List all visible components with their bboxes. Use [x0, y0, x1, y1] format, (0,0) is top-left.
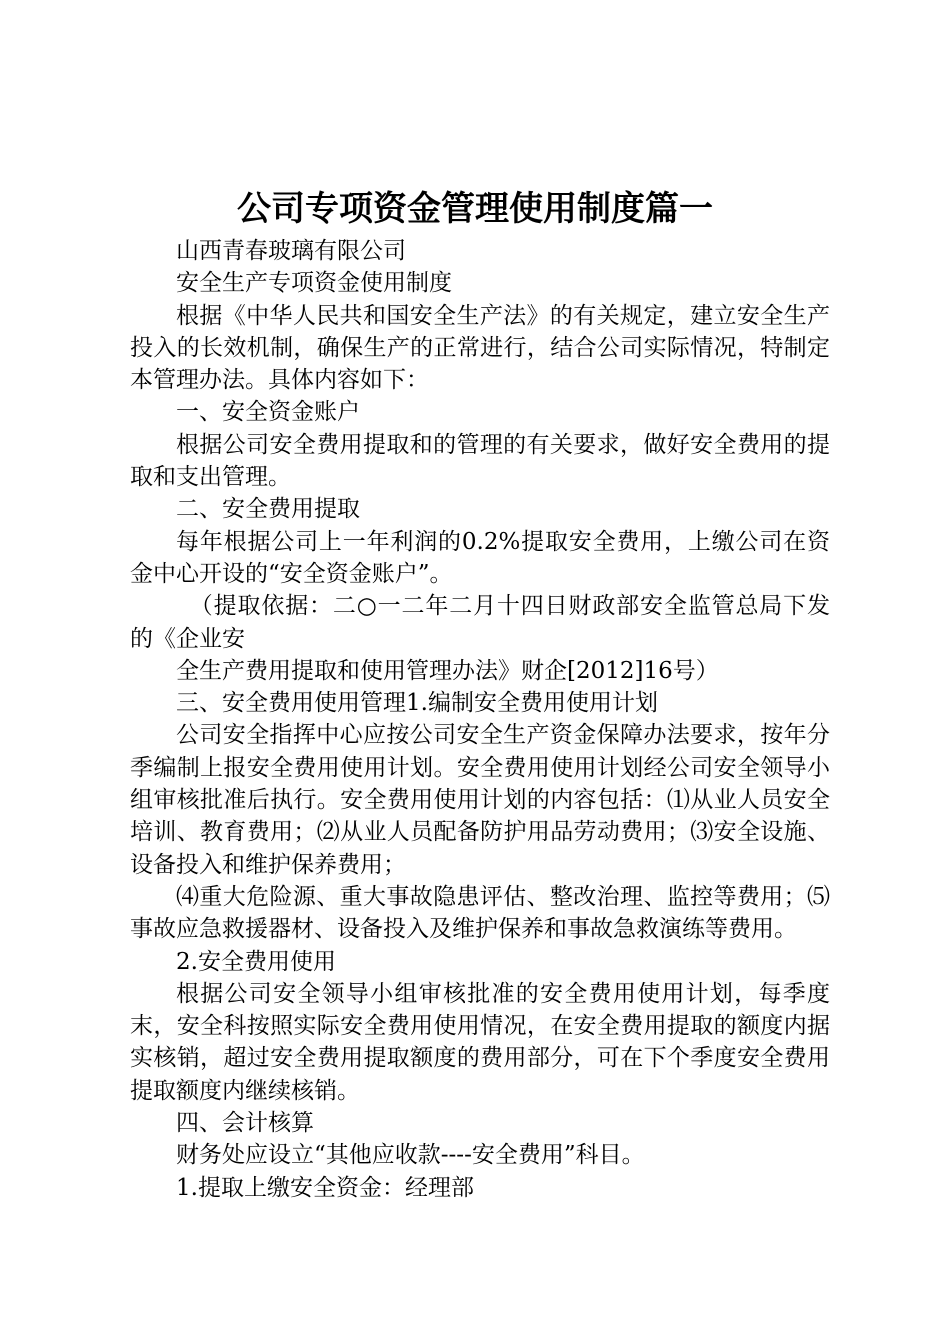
section-heading-3: 三、安全费用使用管理1.编制安全费用使用计划: [176, 690, 658, 717]
section-heading-4: 四、会计核算: [176, 1110, 314, 1137]
paragraph-accounting: 财务处应设立“其他应收款----安全费用”科目。: [176, 1142, 645, 1169]
document-body: [130, 235, 830, 1204]
paragraph-item-1: 1.提取上缴安全资金：经理部: [176, 1174, 474, 1201]
subsection-heading-usage: 2.安全费用使用: [176, 948, 336, 975]
document-title: 公司专项资金管理使用制度篇一: [237, 189, 713, 229]
section-heading-1: 一、安全资金账户: [176, 399, 360, 426]
paragraph-extraction: 每年根据公司上一年利润的0.2%提取安全费用，上缴公司在资金中心开设的“安全资金账户”。: [130, 528, 830, 587]
regulation-name: 安全生产专项资金使用制度: [176, 270, 452, 297]
section-heading-2: 二、安全费用提取: [176, 496, 360, 523]
company-name: 山西青春玻璃有限公司: [176, 238, 406, 264]
paragraph-intro: 根据《中华人民共和国安全生产法》的有关规定，建立安全生产投入的长效机制，确保生产的正常进行，结合公司实际情况，特制定本管理办法。具体内容如下：: [130, 302, 830, 394]
paragraph-basis-cont: 全生产费用提取和使用管理办法》财企[2012]16号）: [176, 657, 719, 684]
paragraph-account: 根据公司安全费用提取和的管理的有关要求，做好安全费用的提取和支出管理。: [130, 431, 830, 491]
paragraph-basis: （提取依据：二○一二年二月十四日财政部安全监管总局下发的《企业安: [130, 593, 830, 652]
paragraph-plan: 公司安全指挥中心应按公司安全生产资金保障办法要求，按年分季编制上报安全费用使用计划。安全费用使用计划经公司安全领导小组审核批准后执行。安全费用使用计划的内容包括：⑴从业人员安全培训、教育费用；⑵从业人员配备防护用品劳动费用；⑶安全设施、设备投入和维护保养费用；: [130, 722, 830, 878]
paragraph-usage: 根据公司安全领导小组审核批准的安全费用使用计划，每季度末，安全科按照实际安全费用使用情况，在安全费用提取的额度内据实核销，超过安全费用提取额度的费用部分，可在下个季度安全费用提取额度内继续核销。: [130, 980, 830, 1104]
paragraph-plan-cont: ⑷重大危险源、重大事故隐患评估、整改治理、监控等费用；⑸事故应急救援器材、设备投入及维护保养和事故急救演练等费用。: [130, 883, 830, 943]
